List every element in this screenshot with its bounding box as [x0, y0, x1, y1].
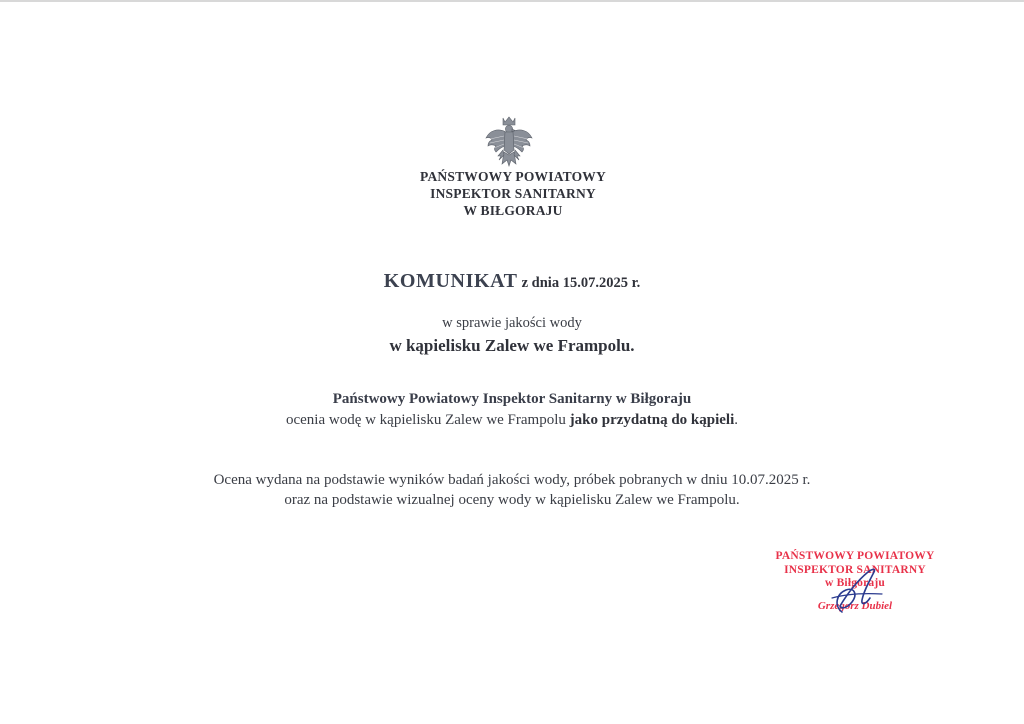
assessment-line-1: Państwowy Powiatowy Inspektor Sanitarny w Biłgoraju	[332, 391, 692, 407]
stamp-name: Grzegorz Dubiel	[817, 599, 893, 612]
assessment-suffix: .	[734, 412, 739, 428]
header-line-2: INSPEKTOR SANITARNY	[430, 186, 596, 201]
assessment-prefix: ocenia wodę w kąpielisku Zalew we Frampolu	[285, 412, 566, 428]
assessment-line-2	[0, 412, 1024, 429]
polish-eagle-icon	[484, 114, 534, 168]
issuer-header	[0, 168, 1024, 219]
basis-line-1: Ocena wydana na podstawie wyników badań jakości wody, próbek pobranych w dniu 10.07.2025 r.	[213, 472, 811, 488]
assessment-verdict: jako przydatną do kąpieli	[569, 412, 735, 428]
title-main: KOMUNIKAT	[383, 270, 518, 292]
handwritten-signature	[812, 560, 902, 620]
stamp-line-1: PAŃSTWOWY POWIATOWY	[775, 550, 935, 562]
subject-line-2: w kąpielisku Zalew we Frampolu.	[389, 336, 635, 355]
subject-line-1: w sprawie jakości wody	[442, 315, 582, 331]
document-title	[0, 270, 1024, 293]
stamp-line-3: w Biłgoraju	[824, 577, 886, 589]
header-line-3: W BIŁGORAJU	[463, 203, 563, 218]
stamp-line-2: INSPEKTOR SANITARNY	[784, 563, 926, 576]
basis-line-2: oraz na podstawie wizualnej oceny wody w kąpielisku Zalew we Frampolu.	[284, 492, 740, 508]
scan-top-edge	[0, 0, 1024, 2]
header-line-1: PAŃSTWOWY POWIATOWY	[420, 169, 606, 184]
title-date: z dnia 15.07.2025 r.	[521, 275, 641, 291]
